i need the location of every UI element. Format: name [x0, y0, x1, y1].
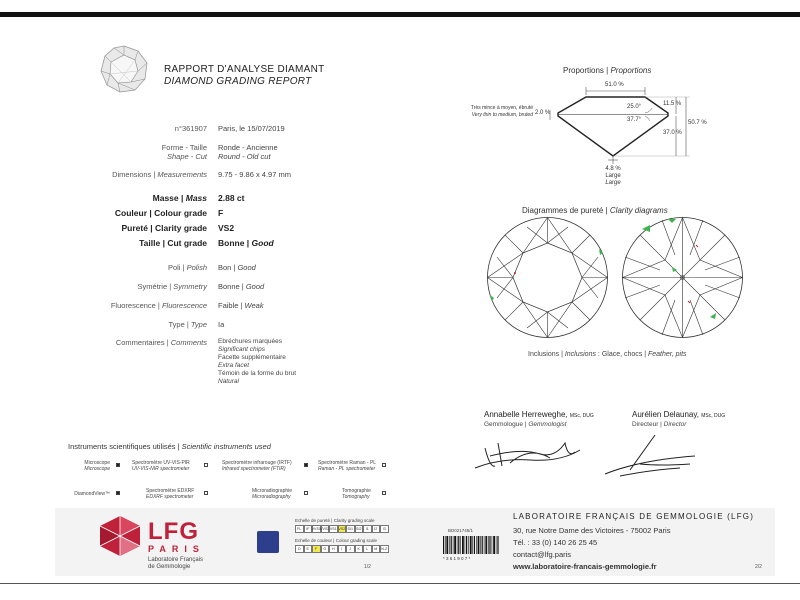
inclusions-value-en: Feather, pits: [648, 351, 687, 358]
instrument-ftir-checkbox: [304, 463, 308, 467]
clarity-scale-cell: I2: [372, 525, 381, 533]
measurements-label-fr: Dimensions: [112, 170, 152, 179]
shape-value-fr: Ronde - Ancienne: [218, 143, 278, 152]
inclusion-mark: [514, 272, 516, 274]
instrument-diamondview: DiamondView™: [74, 491, 110, 497]
inclusion-mark: [668, 219, 676, 223]
table-pct: 51.0 %: [605, 82, 624, 88]
inclusion-mark: [688, 301, 690, 303]
mass-label-fr: Masse |: [152, 193, 186, 203]
mass-label: [57, 193, 207, 203]
instrument-tomography-fr: Tomographie: [342, 488, 371, 494]
instrument-edxrf-checkbox: [204, 491, 208, 495]
inclusions-value-fr: : Glace, chocs |: [595, 351, 648, 358]
mass-label-en: Mass: [185, 193, 207, 203]
signature-1: [470, 428, 590, 478]
shape-label-en: Shape - Cut: [166, 152, 207, 161]
symmetry-value-en: Good: [245, 282, 265, 291]
inclusions-caption-en: Inclusions: [564, 351, 596, 358]
signatory-1-role-fr: Gemmologue |: [484, 421, 529, 428]
colour-scale-cell: F: [312, 545, 321, 553]
colour-scale-cell: D: [295, 545, 304, 553]
clarity-scale-cell: I3: [380, 525, 389, 533]
clarity-value: VS2: [218, 223, 235, 233]
inclusion-mark: [696, 245, 698, 247]
instrument-edxrf-en: EDXRF spectrometer: [146, 494, 194, 500]
fluorescence-label-fr: Fluorescence |: [110, 301, 162, 310]
signatory-2-name: Aurélien Delaunay,: [632, 410, 700, 419]
lfg-logo-text: LFG: [148, 518, 199, 545]
polish-value: [218, 263, 256, 272]
lab-phone: Tél. : 33 (0) 140 26 25 45: [513, 538, 598, 547]
symmetry-value-fr: Bonne |: [218, 282, 246, 291]
clarity-scale-cell: SI1: [347, 527, 353, 531]
comment-3-en: Natural: [218, 378, 239, 385]
instrument-microradiography-fr: Microradiographie: [252, 488, 293, 494]
crown-height: 11.5 %: [663, 101, 682, 107]
pavilion-depth: 37.0 %: [663, 130, 682, 136]
polish-label-en: Polish: [186, 263, 207, 272]
colour-scale-cell: I: [338, 545, 347, 553]
culet-en: Large: [605, 180, 621, 186]
instrument-microradiography-checkbox: [304, 491, 308, 495]
shape-value-en: Round - Old cut: [218, 152, 271, 161]
instrument-tomography-checkbox: [382, 491, 386, 495]
lfg-logo-caption-2: de Gemmologie: [148, 564, 191, 570]
lab-address: 30, rue Notre Dame des Victoires - 75002 Paris: [513, 526, 671, 535]
colour-scale-title: Echelle de couleur | Colour grading scale: [295, 538, 377, 543]
comments-label-en: Comments: [170, 338, 207, 347]
clarity-scale-cell: IF: [304, 525, 313, 533]
colour-scale-cell: H: [329, 545, 338, 553]
signatory-1-role-en: Gemmologist: [528, 421, 567, 428]
culet-info: [600, 166, 626, 187]
colour-scale-cell: L: [363, 545, 372, 553]
instrument-microscope: [80, 460, 110, 472]
clarity-label: Pureté | Clarity grade: [121, 223, 207, 233]
cut-value: [218, 238, 274, 248]
girdle-description-en: Very thin to medium, bruted: [471, 112, 533, 118]
comment-2-en: Extra facet: [218, 362, 250, 369]
instrument-raman: [318, 460, 380, 472]
barcode-icon: [443, 536, 499, 554]
instrument-uvvis-en: UV-VIS-NIR spectrometer: [132, 466, 190, 472]
inclusion-mark: [642, 225, 650, 232]
instrument-microscope-en: Microscope: [84, 466, 110, 472]
top-border: [0, 12, 800, 17]
type-value: Ia: [218, 320, 225, 329]
polish-label-fr: Poli |: [167, 263, 187, 272]
comment-2-fr: Facette supplémentaire: [218, 354, 286, 361]
colour-scale-cell: M: [372, 545, 381, 553]
instrument-tomography-en: Tomography: [342, 494, 370, 500]
comments-label-fr: Commentaires |: [115, 338, 171, 347]
comment-3-fr: Témoin de la forme du brut: [218, 370, 297, 377]
signatory-2-role-fr: Directeur |: [632, 421, 664, 428]
inclusion-mark: [710, 313, 716, 319]
fluorescence-label-en: Fluorescence: [161, 301, 207, 310]
culet-fr: Large: [605, 173, 621, 179]
measurements-label: Dimensions | Measurements: [112, 170, 207, 179]
clarity-scale-cell: VS2: [338, 527, 346, 531]
clarity-diagrams-title-en: Clarity diagrams: [609, 206, 668, 215]
symmetry-value: [218, 282, 264, 291]
proportions-title-fr: Proportions |: [563, 66, 611, 75]
girdle-description-fr: Très mince à moyen, ébruté: [470, 105, 533, 111]
pavilion-angle: 37.7°: [627, 117, 642, 123]
cut-label: Taille | Cut grade: [139, 238, 207, 248]
clarity-scale-cell: SI2: [356, 527, 362, 531]
symmetry-label-en: Symmetry: [173, 282, 207, 291]
clarity-scale-cell: VS1: [329, 527, 337, 531]
instrument-microradiography: [252, 488, 302, 500]
type-label: [57, 320, 207, 329]
signatory-2-degree: MSc, DUG: [701, 413, 726, 419]
instrument-uvvis-checkbox: [204, 463, 208, 467]
inclusions-caption-fr: Inclusions |: [528, 351, 565, 358]
clarity-scale-cell: VVS1: [311, 527, 321, 531]
instrument-diamondview-checkbox: [116, 491, 120, 495]
instrument-tomography: [342, 488, 380, 500]
instrument-ftir-en: Infrared spectrometer (FTIR): [222, 466, 286, 472]
signatory-1-name: Annabelle Herreweghe,: [484, 410, 568, 419]
pavilion-angle-arc: [645, 116, 650, 121]
comments-label: [57, 338, 207, 347]
instrument-microradiography-en: Microradiography: [252, 494, 291, 500]
polish-value-en: Good: [237, 263, 256, 272]
colour-scale-cell: K: [355, 545, 364, 553]
lab-name: LABORATOIRE FRANÇAIS DE GEMMOLOGIE (LFG): [513, 512, 755, 521]
report-number: n°361907: [174, 124, 207, 133]
colour-value: F: [218, 208, 224, 218]
mass-value: 2.88 ct: [218, 193, 245, 203]
colour-label: Couleur | Colour grade: [114, 208, 207, 218]
cut-value-fr: Bonne |: [218, 238, 252, 248]
instruments-title: [68, 442, 271, 451]
comment-1-en: Significant chips: [218, 346, 265, 353]
clarity-diagrams-title-fr: Diagrammes de pureté |: [522, 206, 610, 215]
lfg-logo-caption-1: Laboratoire Français: [148, 557, 204, 563]
barcode-number: * 3 6 1 9 0 7 *: [443, 556, 471, 561]
type-label-en: Type: [190, 320, 207, 329]
accreditation-badge-icon: [257, 531, 279, 553]
measurements-label-en: Measurements: [157, 170, 207, 179]
clarity-diagram-crown: [485, 215, 610, 340]
instrument-raman-checkbox: [382, 463, 386, 467]
report-title-en: DIAMOND GRADING REPORT: [164, 76, 312, 87]
clarity-scale-cell: I1: [363, 525, 372, 533]
signatory-1-role: [484, 421, 567, 428]
proportions-diagram: [440, 78, 700, 190]
fluorescence-label: [57, 301, 207, 310]
measurements-value: 9.75 - 9.86 x 4.97 mm: [218, 170, 291, 179]
crown-angle: 25.0°: [627, 104, 642, 110]
girdle-description: [438, 105, 533, 119]
signatory-2-role: [632, 421, 686, 428]
lfg-logo-sub: PARIS: [148, 544, 205, 554]
page-number-right: 2/2: [755, 564, 762, 570]
proportions-title: [563, 66, 651, 75]
instrument-microscope-fr: Microscope: [84, 460, 110, 466]
instrument-uvvis-fr: Spectromètre UV-VIS-PIR: [132, 460, 190, 466]
fluorescence-value: [218, 301, 264, 310]
clarity-scale-cell: FL: [295, 525, 304, 533]
clarity-diagram-pavilion: [620, 215, 745, 340]
bottom-border: [0, 583, 800, 584]
signatory-1-degree: MSc, DUG: [569, 413, 594, 419]
crown-angle-arc: [645, 108, 652, 113]
girdle-pct: 2.0 %: [535, 110, 551, 116]
lfg-logo-caption: [148, 557, 203, 571]
instruments-title-en: Scientific instruments used: [181, 442, 271, 451]
instruments-title-fr: Instruments scientifiques utilisés |: [68, 442, 182, 451]
polish-value-fr: Bon |: [218, 263, 238, 272]
instrument-uvvis: [132, 460, 202, 472]
instrument-microscope-checkbox: [116, 463, 120, 467]
total-depth: 50.7 %: [688, 120, 707, 126]
colour-scale: [295, 545, 389, 553]
instrument-ftir: [222, 460, 302, 472]
comment-1-fr: Ebréchures marquées: [218, 338, 282, 345]
colour-scale-cell: G: [321, 545, 330, 553]
fluorescence-value-en: Weak: [244, 301, 264, 310]
clarity-scale-cell: VVS2: [320, 527, 330, 531]
colour-scale-cell: J: [346, 545, 355, 553]
inclusion-mark: [490, 295, 494, 301]
page-number-left: 1/2: [364, 564, 371, 570]
comments-list: [218, 338, 296, 386]
proportions-title-en: Proportions: [610, 66, 652, 75]
colour-scale-cell: E: [304, 545, 313, 553]
signatory-2: [632, 410, 725, 419]
diamond-photo: [98, 43, 150, 95]
instrument-raman-en: Raman - PL spectrometer: [318, 466, 376, 472]
lfg-logo-icon: [96, 514, 144, 558]
instrument-edxrf: [146, 488, 202, 500]
culet-pct: 4.8 %: [605, 166, 621, 172]
inclusions-caption: [528, 351, 687, 358]
type-label-fr: Type |: [168, 320, 191, 329]
signatory-2-role-en: Director: [663, 421, 687, 428]
lab-website[interactable]: www.laboratoire-francais-gemmologie.fr: [513, 562, 657, 571]
lab-email[interactable]: contact@lfg.paris: [513, 550, 572, 559]
clarity-scale: [295, 525, 389, 533]
barcode-ref: BD021745/1: [448, 528, 474, 533]
instrument-edxrf-fr: Spectromètre EDXRF: [146, 488, 195, 494]
instrument-ftir-fr: Spectromètre infrarouge (IRTF): [222, 460, 292, 466]
symmetry-label-fr: Symétrie |: [137, 282, 174, 291]
report-date: Paris, le 15/07/2019: [218, 124, 285, 133]
cut-value-en: Good: [251, 238, 274, 248]
fluorescence-value-fr: Faible |: [218, 301, 245, 310]
instrument-raman-fr: Spectromètre Raman - PL: [318, 460, 377, 466]
polish-label: [57, 263, 207, 272]
colour-scale-cell: N-Z: [381, 547, 388, 551]
shape-label-fr: Forme - Taille: [161, 143, 207, 152]
diamond-profile: [558, 97, 668, 156]
symmetry-label: [57, 282, 207, 291]
clarity-scale-title: Echelle de pureté | Clarity grading scale: [295, 518, 375, 523]
signature-2: [600, 430, 700, 480]
report-title-fr: RAPPORT D'ANALYSE DIAMANT: [164, 64, 325, 75]
signatory-1: [484, 410, 594, 419]
clarity-diagrams-title: [522, 206, 668, 215]
